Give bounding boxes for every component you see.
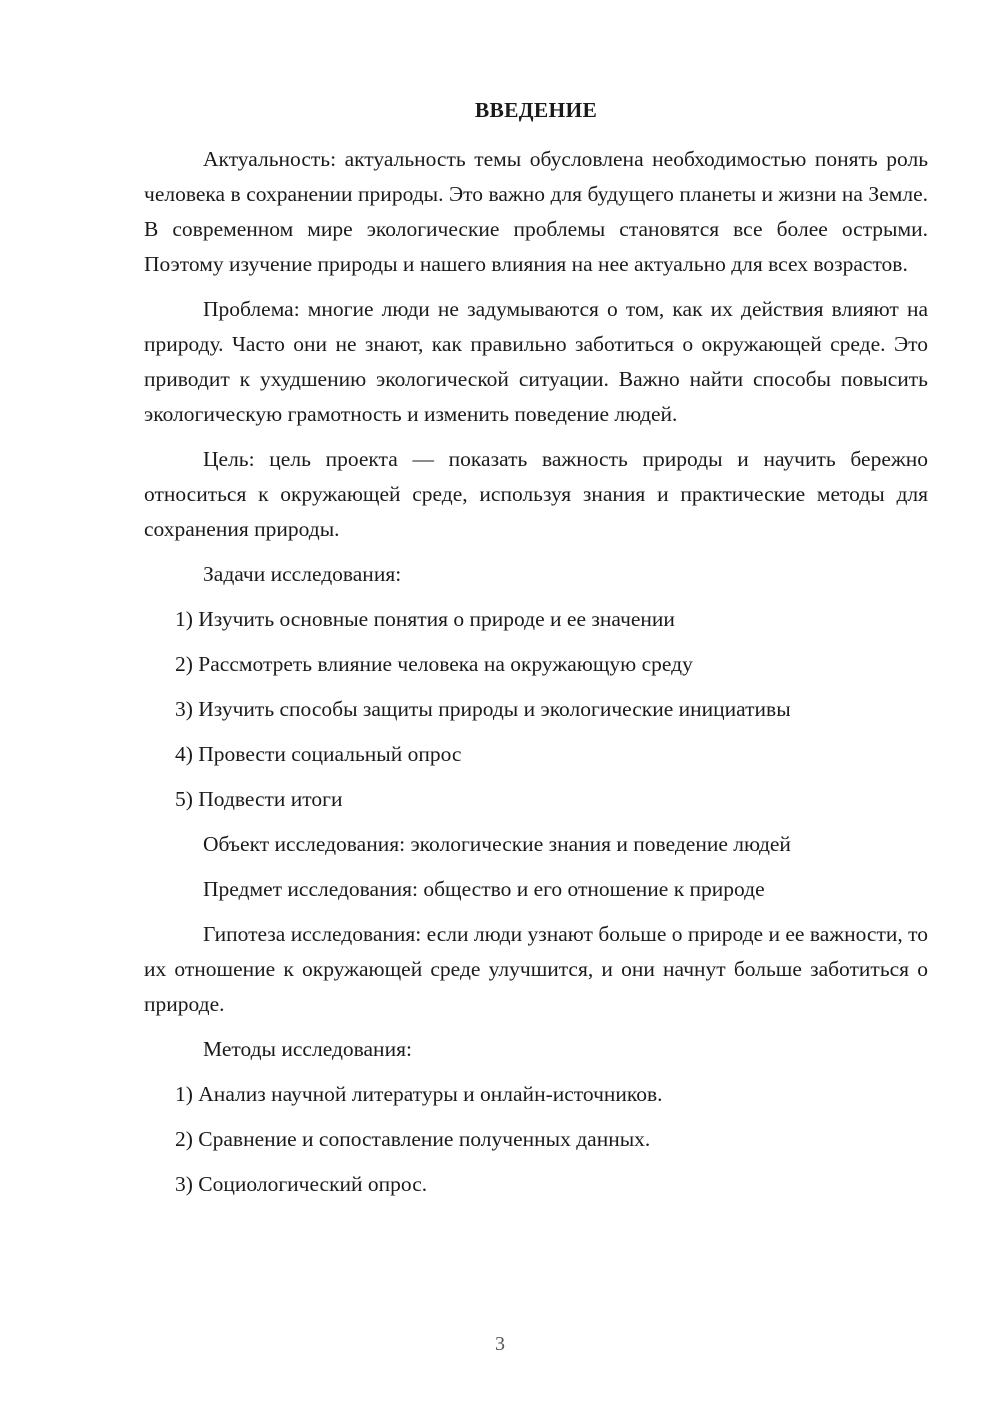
relevance-paragraph: Актуальность: актуальность темы обусловлена необходимостью понять роль человека в сохранении природы. Это важно для будущего планеты и жизни на Земле. В современном мире экологические проблемы становятся все более острыми. Поэтому изучение природы и нашего влияния на нее актуально для всех возрастов. <box>144 147 928 276</box>
page-number: 3 <box>495 1333 505 1355</box>
task-item: 5) Подвести итоги <box>175 787 343 811</box>
methods-heading: Методы исследования: <box>203 1037 412 1061</box>
task-item: 3) Изучить способы защиты природы и экологические инициативы <box>175 697 791 721</box>
problem-paragraph: Проблема: многие люди не задумываются о том, как их действия влияют на природу. Часто они не знают, как правильно заботиться о окружающей среде. Это приводит к ухудшению экологической ситуации. Важно найти способы повысить экологическую грамотность и изменить поведение людей. <box>144 297 928 426</box>
task-item: 1) Изучить основные понятия о природе и ее значении <box>175 607 675 631</box>
method-item: 1) Анализ научной литературы и онлайн-источников. <box>175 1082 663 1106</box>
page-title: ВВЕДЕНИЕ <box>474 98 598 122</box>
task-item: 4) Провести социальный опрос <box>175 742 462 766</box>
method-item: 3) Социологический опрос. <box>175 1172 428 1196</box>
object-line: Объект исследования: экологические знания и поведение людей <box>203 832 791 856</box>
tasks-heading: Задачи исследования: <box>203 562 402 586</box>
document-page <box>144 0 928 1414</box>
goal-paragraph: Цель: цель проекта — показать важность природы и научить бережно относиться к окружающей среде, используя знания и практические методы для сохранения природы. <box>144 447 928 541</box>
method-item: 2) Сравнение и сопоставление полученных данных. <box>175 1127 651 1151</box>
hypothesis-paragraph: Гипотеза исследования: если люди узнают больше о природе и ее важности, то их отношение к окружающей среде улучшится, и они начнут больше заботиться о природе. <box>144 922 928 1016</box>
subject-line: Предмет исследования: общество и его отношение к природе <box>203 877 765 901</box>
task-item: 2) Рассмотреть влияние человека на окружающую среду <box>175 652 693 676</box>
document-body <box>144 142 928 1212</box>
